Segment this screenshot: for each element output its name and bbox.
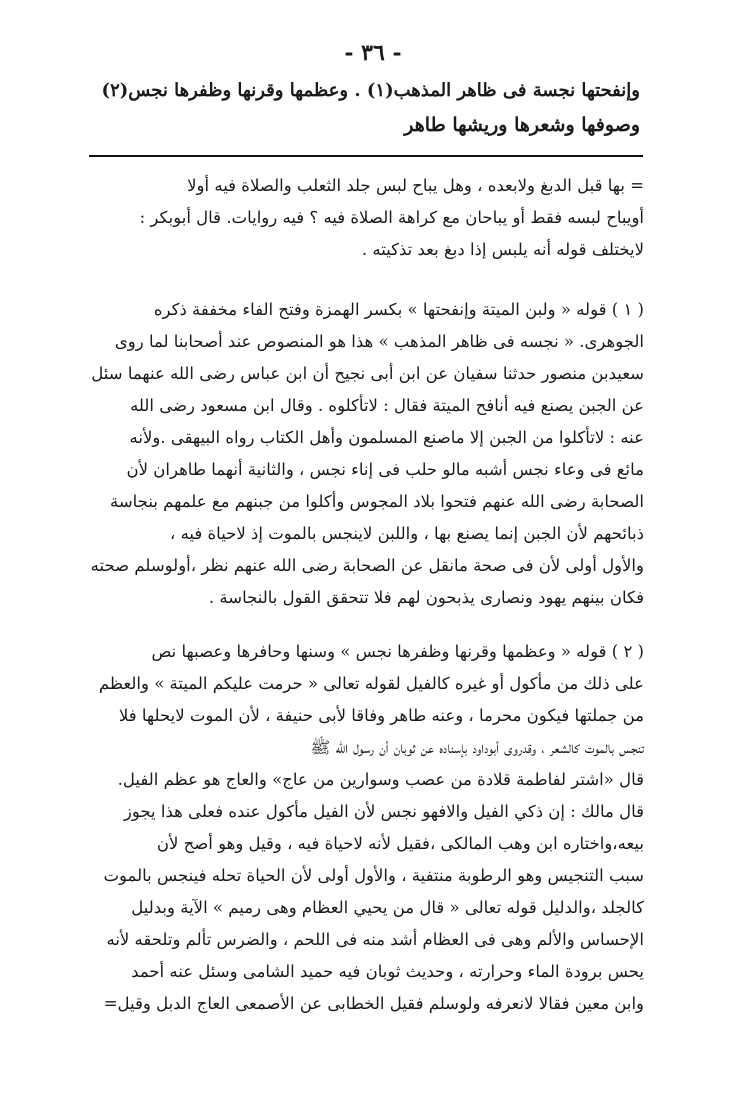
footnote-line: ذبائحهم لأن الجبن إنما يصنع بها ، واللبن لاينجس بالموت إذ لاحياة فيه ،: [170, 524, 644, 543]
footnote-continuation: [86, 170, 644, 266]
footnote-2: [86, 636, 644, 1020]
footnote-1: [86, 294, 644, 614]
footnote-line: سعيدبن منصور حدثنا سفيان عن ابن أبى نجيح أن ابن عباس رضى الله عنهما سئل: [91, 364, 644, 383]
footnote-line: والأول أولى لأن فى صحة مانقل عن الصحابة رضى الله عنهم نظر ،أولوسلم صحته: [90, 556, 644, 575]
footnote-line: ( ٢ ) قوله « وعظمها وقرنها وظفرها نجس » وسنها وحافرها وعصبها نص: [151, 642, 644, 661]
footnote-line: يحس برودة الماء وحرارته ، وحديث ثوبان فيه حميد الشامى وسئل عنه أحمد: [131, 962, 644, 981]
footnote-line: قال «اشتر لفاطمة قلادة من عصب وسوارين من عاج» والعاج هو عظم الفيل.: [117, 770, 644, 789]
footnote-line: أويباح لبسه فقط أو يباحان مع كراهة الصلاة فيه ؟ فيه روايات. قال أبوبكر :: [139, 208, 644, 227]
footnote-line: = بها قبل الدبغ ولابعده ، وهل يباح لبس جلد الثعلب والصلاة فيه أولا: [187, 176, 644, 195]
main-text-line: وإنفحتها نجسة فى ظاهر المذهب(١) . وعظمها وقرنها وظفرها نجس(٢): [101, 80, 640, 101]
footnote-line: على ذلك من مأكول أو غيره كالفيل لقوله تعالى « حرمت عليكم الميتة » والعظم: [98, 674, 644, 693]
main-text-line: وصوفها وشعرها وريشها طاهر: [404, 114, 640, 136]
footnote-line: عنه : لاتأكلوا من الجبن إلا ماصنع المسلمون وأهل الكتاب رواه البيهقى .ولأنه: [129, 428, 644, 447]
footnote-line: قال مالك : إن ذكي الفيل والافهو نجس لأن الفيل مأكول عنده فعلى هذا يجوز: [123, 802, 644, 821]
main-text: [92, 74, 640, 142]
footnote-line: فكان بينهم يهود ونصارى يذبحون لهم فلا تتحقق القول بالنجاسة .: [208, 588, 644, 607]
footnote-line: وابن معين فقالا لانعرفه ولوسلم فقيل الخطابى عن الأصمعى العاج الدبل وقيل=: [103, 994, 644, 1013]
footnote-line: عن الجبن يصنع فيه أنافح الميتة فقال : لاتأكلوه . وقال ابن مسعود رضى الله: [130, 396, 644, 415]
footnote-line: الجوهرى. « نجسه فى ظاهر المذهب » هذا هو المنصوص عند أصحابنا لما روى: [114, 332, 644, 351]
page-number: - ٣٦ -: [344, 40, 402, 66]
footnote-line: بيعه،واختاره ابن وهب المالكى ،فقيل لأنه لاحياة فيه ، وقيل وهو أصح لأن: [156, 834, 644, 853]
footnote-line: كالجلد ،والدليل قوله تعالى « قال من يحيي العظام وهى رميم » الآية وبدليل: [131, 898, 644, 917]
footnote-line: ( ١ ) قوله « ولبن الميتة وإنفحتها » بكسر الهمزة وفتح الفاء مخففة ذكره: [153, 300, 644, 319]
footnote-line: الإحساس والألم وهى فى العظام أشد منه فى اللحم ، والضرس تألم وتلحقه لأنه: [106, 930, 644, 949]
footnote-line: من جملتها فيكون محرما ، وعنه طاهر وفاقا لأبى حنيفة ، لأن الموت لايحلها فلا: [118, 706, 644, 725]
footnotes: [86, 170, 644, 1020]
footnote-divider: [89, 155, 643, 157]
footnote-line: تنجس بالموت كالشعر ، وقدروى أبوداود بإسناده عن ثوبان أن رسول الله ﷺ: [310, 738, 644, 757]
footnote-line: الصحابة رضى الله عنهم فتحوا بلاد المجوس وأكلوا من جبنهم مع علمهم بنجاسة: [109, 492, 644, 511]
footnote-line: لايختلف قوله أنه يلبس إذا دبغ بعد تذكيته .: [361, 240, 644, 259]
footnote-line: مائع فى وعاء نجس أشبه مالو حلب فى إناء نجس ، والثانية أنهما طاهران لأن: [126, 460, 644, 479]
footnote-line: سبب التنجيس وهو الرطوبة منتفية ، والأول أولى لأن الحياة تحله فينجس بالموت: [103, 866, 644, 885]
